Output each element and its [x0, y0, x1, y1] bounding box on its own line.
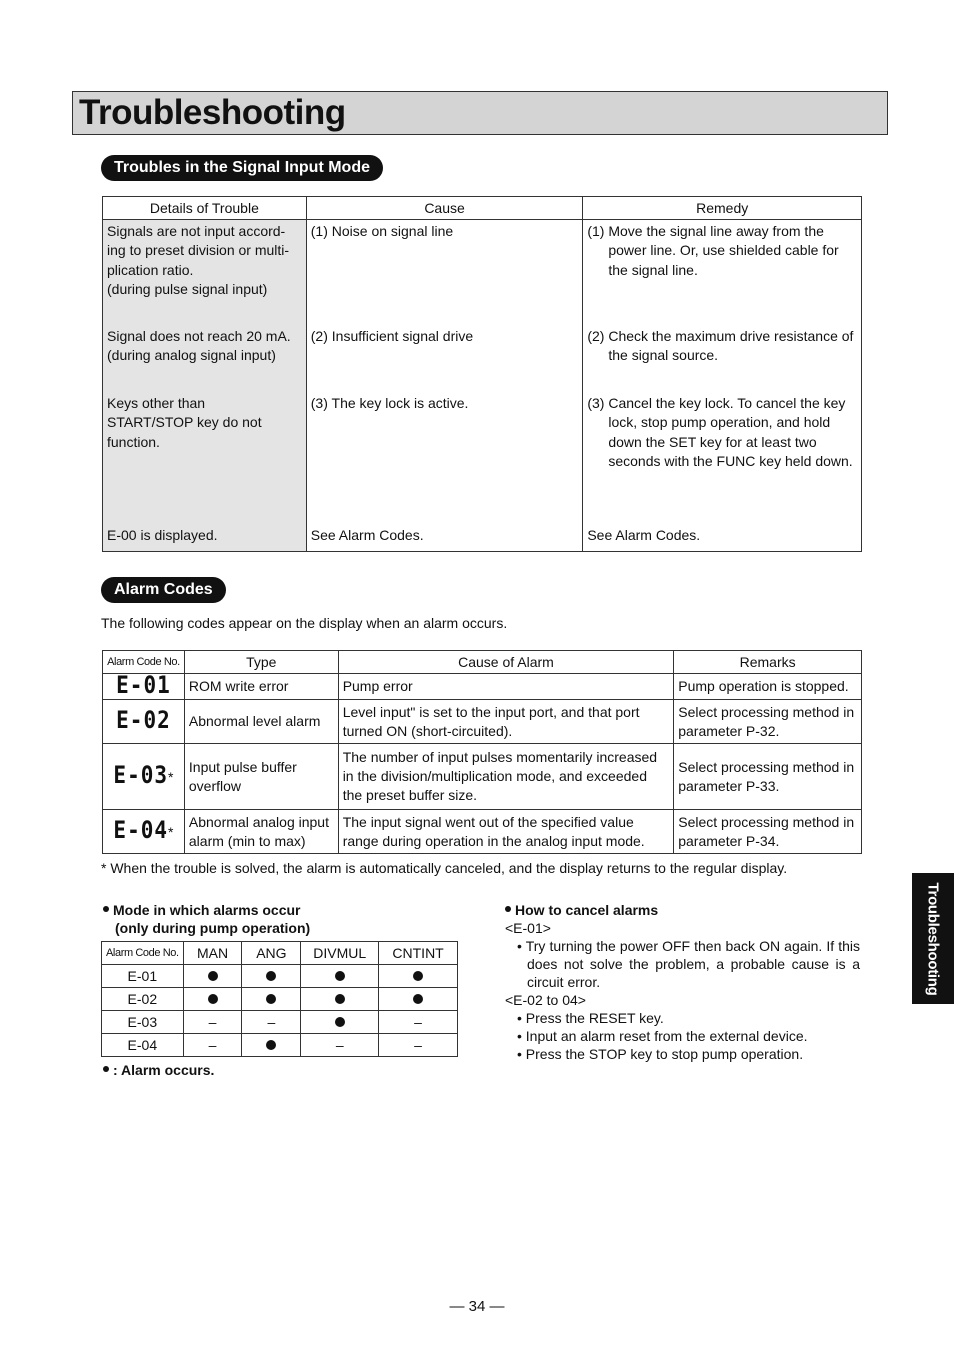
cancel-group2-item: • Press the RESET key. — [517, 1010, 664, 1026]
table-row — [102, 965, 458, 988]
cancel-item-text: Press the RESET key. — [525, 1010, 664, 1026]
cause-cell — [306, 220, 583, 328]
alarm-occurs-dot-icon — [335, 1017, 345, 1027]
header-cntint: CNTINT — [379, 942, 458, 965]
details-line: START/STOP key do not — [107, 414, 262, 431]
header-cause: Cause — [306, 197, 583, 220]
mode-cell: – — [301, 1034, 379, 1057]
remedy-text: (3) Cancel the key lock. To cancel the key lock, stop pump operation, and hold down the SET key for at least two seconds with the FUNC key held down. — [587, 395, 853, 469]
remarks-cell: Pump operation is stopped. — [674, 674, 862, 700]
details-line: ing to preset division or multi- — [107, 242, 290, 259]
type-cell: ROM write error — [184, 674, 338, 700]
header-ang: ANG — [242, 942, 301, 965]
mode-code-cell: E-02 — [102, 988, 184, 1011]
mode-cell: – — [183, 1011, 242, 1034]
alarm-code-display: E-01 — [116, 671, 171, 699]
details-line: (during pulse signal input) — [107, 280, 268, 297]
table-row — [103, 674, 862, 700]
bullet-dot-icon — [103, 1066, 109, 1072]
table-row — [102, 1034, 458, 1057]
table-row — [103, 744, 862, 810]
mode-cell — [379, 965, 458, 988]
type-cell: Abnormal level alarm — [184, 700, 338, 744]
header-cause-of-alarm: Cause of Alarm — [338, 651, 674, 674]
alarm-occurs-dot-icon — [335, 994, 345, 1004]
mode-cell — [242, 988, 301, 1011]
mode-code-cell: E-04 — [102, 1034, 184, 1057]
mode-cell — [301, 988, 379, 1011]
cause-text: (3) The key lock is active. — [310, 395, 469, 411]
remedy-text: (2) Check the maximum drive resistance of the signal source. — [587, 328, 854, 364]
page-title: Troubleshooting — [79, 93, 346, 132]
alarm-codes-table — [102, 650, 862, 854]
mode-legend — [103, 1061, 214, 1079]
alarm-occurs-dot-icon — [208, 994, 218, 1004]
cause-cell — [306, 518, 583, 552]
alarm-occurs-dot-icon — [266, 994, 276, 1004]
cancel-item-text: Input an alarm reset from the external device. — [525, 1028, 808, 1044]
remarks-cell: Select processing method in parameter P-33. — [674, 744, 862, 810]
cancel-group2-item: • Input an alarm reset from the external device. — [517, 1028, 808, 1044]
cause-cell: The number of input pulses momentarily increased in the division/multiplication mode, and exceeded the preset buffer size. — [338, 744, 674, 810]
header-remarks: Remarks — [674, 651, 862, 674]
mode-cell — [183, 988, 242, 1011]
remedy-text: (1) Move the signal line away from the power line. Or, use shielded cable for the signal line. — [587, 223, 839, 278]
mode-code-cell: E-03 — [102, 1011, 184, 1034]
header-man: MAN — [183, 942, 242, 965]
mode-cell: – — [183, 1034, 242, 1057]
bullet-dot-icon — [505, 906, 511, 912]
alarm-occurs-dot-icon — [266, 1040, 276, 1050]
details-cell — [103, 394, 307, 518]
mode-cell: – — [379, 1011, 458, 1034]
cancel-alarms-section — [505, 901, 860, 1063]
cancel-item-text: Press the STOP key to stop pump operation. — [525, 1046, 804, 1062]
remedy-text: See Alarm Codes. — [587, 526, 701, 543]
mode-cell — [379, 988, 458, 1011]
alarm-code-display: E-04 — [113, 816, 168, 844]
alarm-code-cell — [103, 671, 185, 700]
remarks-cell: Select processing method in parameter P-32. — [674, 700, 862, 744]
mode-heading-line1: Mode in which alarms occur — [113, 902, 301, 918]
cause-text: (1) Noise on signal line — [310, 223, 454, 239]
details-line: plication ratio. — [107, 261, 194, 278]
page-title-bar — [72, 91, 888, 135]
cancel-group2-item: • Press the STOP key to stop pump operation. — [517, 1046, 804, 1062]
remedy-cell — [583, 394, 862, 518]
mode-legend-text: : Alarm occurs. — [113, 1062, 215, 1078]
alarm-occurs-dot-icon — [266, 971, 276, 981]
alarm-code-cell — [103, 700, 185, 744]
cancel-group1-label: <E-01> — [505, 920, 551, 936]
alarm-mode-table — [101, 941, 458, 1057]
alarm-footnote: * When the trouble is solved, the alarm is automatically canceled, and the display returns to the regular display. — [101, 860, 788, 876]
alarm-code-mark: * — [168, 769, 174, 786]
alarm-occurs-dot-icon — [413, 971, 423, 981]
type-cell: Input pulse buffer overflow — [184, 744, 338, 810]
details-cell — [103, 518, 307, 552]
table-row — [103, 327, 862, 394]
table-row — [103, 220, 862, 328]
table-row — [103, 518, 862, 552]
cause-cell: The input signal went out of the specified value range during operation in the analog input mode. — [338, 810, 674, 854]
mode-cell — [242, 1034, 301, 1057]
table-row — [102, 988, 458, 1011]
cancel-group2-label: <E-02 to 04> — [505, 992, 586, 1008]
mode-cell — [301, 965, 379, 988]
details-cell — [103, 220, 307, 328]
header-alarm-code: Alarm Code No. — [102, 942, 184, 965]
cancel-heading: How to cancel alarms — [515, 902, 659, 918]
table-row — [103, 810, 862, 854]
table-row — [102, 1011, 458, 1034]
cancel-group1-item: • Try turning the power OFF then back ON again. If this does not solve the problem, a probable cause is a circuit error. — [517, 938, 860, 990]
mode-table-body — [102, 965, 458, 1057]
mode-table-heading — [103, 901, 310, 937]
details-line: Keys other than — [107, 395, 206, 411]
remarks-cell: Select processing method in parameter P-34. — [674, 810, 862, 854]
header-alarm-code: Alarm Code No. — [103, 651, 185, 674]
signal-input-troubles-table — [102, 196, 862, 552]
side-tab — [912, 873, 954, 1004]
bullet-dot-icon — [103, 906, 109, 912]
remedy-cell — [583, 327, 862, 394]
header-details: Details of Trouble — [103, 197, 307, 220]
mode-cell — [301, 1011, 379, 1034]
details-line: function. — [107, 433, 160, 450]
remedy-cell — [583, 518, 862, 552]
details-line: Signals are not input accord- — [107, 223, 286, 239]
cause-text: See Alarm Codes. — [310, 526, 424, 543]
mode-cell — [183, 965, 242, 988]
alarm-code-cell — [103, 744, 185, 810]
alarm-code-display: E-03 — [113, 761, 168, 789]
type-cell: Abnormal analog input alarm (min to max) — [184, 810, 338, 854]
alarm-occurs-dot-icon — [208, 971, 218, 981]
header-remedy: Remedy — [583, 197, 862, 220]
alarm-code-mark: * — [168, 824, 174, 841]
remedy-cell — [583, 220, 862, 328]
cause-cell: Level input" is set to the input port, and that port turned ON (short-circuited). — [338, 700, 674, 744]
alarm-code-display: E-02 — [116, 706, 171, 734]
details-line: (during analog signal input) — [107, 347, 276, 364]
side-tab-label: Troubleshooting — [924, 882, 942, 995]
mode-cell: – — [379, 1034, 458, 1057]
alarm-codes-intro: The following codes appear on the display when an alarm occurs. — [101, 615, 508, 631]
details-line: E-00 is displayed. — [107, 526, 218, 543]
page-number: — 34 — — [449, 1298, 505, 1315]
table-row — [103, 394, 862, 518]
mode-cell — [242, 965, 301, 988]
cause-cell — [306, 394, 583, 518]
details-line: Signal does not reach 20 mA. — [107, 328, 291, 344]
mode-heading-line2: (only during pump operation) — [115, 920, 311, 936]
details-cell — [103, 327, 307, 394]
cause-text: (2) Insufficient signal drive — [310, 328, 474, 344]
section-heading-alarm-codes: Alarm Codes — [101, 577, 226, 603]
cancel-item-text: Try turning the power OFF then back ON again. If this does not solve the problem, a probable cause is a circuit error. — [525, 938, 860, 990]
table-row — [103, 700, 862, 744]
alarm-occurs-dot-icon — [413, 994, 423, 1004]
mode-code-cell: E-01 — [102, 965, 184, 988]
header-type: Type — [184, 651, 338, 674]
header-divmul: DIVMUL — [301, 942, 379, 965]
alarm-occurs-dot-icon — [335, 971, 345, 981]
cause-cell — [306, 327, 583, 394]
section-heading-signal-input: Troubles in the Signal Input Mode — [101, 155, 383, 181]
mode-cell: – — [242, 1011, 301, 1034]
alarm-code-cell — [103, 810, 185, 854]
cause-cell: Pump error — [338, 674, 674, 700]
